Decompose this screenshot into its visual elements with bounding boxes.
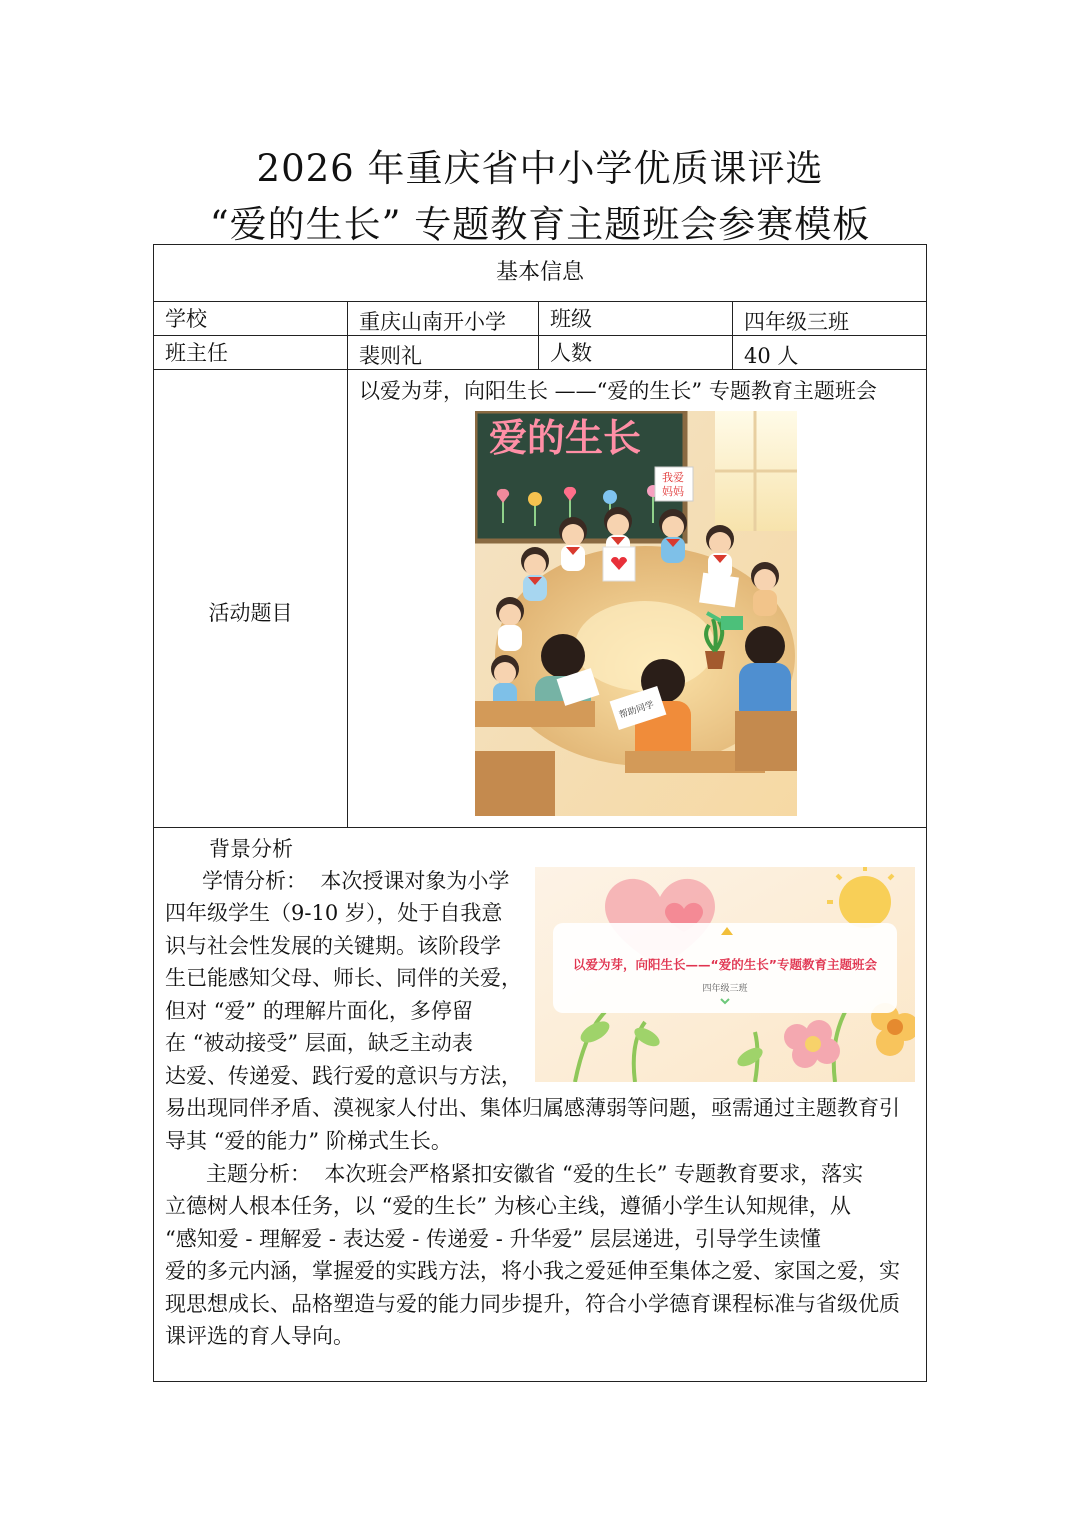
activity-label: 活动题目 — [208, 601, 293, 625]
student-analysis-line: 识与社会性发展的关键期。该阶段学 — [165, 934, 501, 958]
student-analysis-line-1 — [202, 865, 509, 898]
student-analysis-line: 达爱、传递爱、践行爱的意识与方法， — [165, 1064, 522, 1088]
background-heading: 背景分析 — [209, 837, 293, 861]
class-label: 班级 — [550, 307, 592, 331]
table-rule — [154, 301, 926, 302]
theme-banner-image — [535, 867, 915, 1082]
count-label: 人数 — [550, 341, 592, 365]
sign-text-1: 我爱 — [662, 471, 684, 484]
student-analysis-label: 学情分析： — [202, 869, 307, 893]
activity-title: 以爱为芽，向阳生长 ——“爱的生长” 专题教育主题班会 — [359, 379, 877, 403]
table-rule — [154, 369, 926, 370]
table-header: 基本信息 — [495, 260, 584, 285]
theme-analysis-line: 课评选的育人导向。 — [165, 1324, 354, 1348]
info-table — [153, 244, 927, 1382]
theme-analysis-line-1 — [206, 1158, 863, 1191]
student-analysis-line: 导其 “爱的能力” 阶梯式生长。 — [165, 1129, 452, 1153]
school-value: 重庆山南开小学 — [359, 310, 506, 334]
page-title-line-2: “爱的生长” 专题教育主题班会参赛模板 — [209, 203, 871, 246]
classroom-illustration — [475, 411, 797, 816]
theme-analysis-text: 本次班会严格紧扣安徽省 “爱的生长” 专题教育要求，落实 — [324, 1162, 864, 1186]
student-analysis-line: 在 “被动接受” 层面，缺乏主动表 — [165, 1031, 473, 1055]
student-analysis-line: 但对 “爱” 的理解片面化，多停留 — [165, 999, 473, 1023]
table-rule — [538, 301, 539, 369]
banner-title: 以爱为芽，向阳生长——“爱的生长”专题教育主题班会 — [573, 957, 877, 972]
teacher-value: 裴则礼 — [359, 344, 422, 368]
theme-analysis-label: 主题分析： — [206, 1162, 311, 1186]
student-analysis-line: 易出现同伴矛盾、漠视家人付出、集体归属感薄弱等问题，亟需通过主题教育引 — [165, 1096, 900, 1120]
class-value: 四年级三班 — [744, 310, 849, 334]
theme-analysis-line: 爱的多元内涵，掌握爱的实践方法，将小我之爱延伸至集体之爱、家国之爱，实 — [165, 1259, 900, 1283]
student-analysis-line: 生已能感知父母、师长、同伴的关爱， — [165, 966, 522, 990]
page-title-line-1: 2026 年重庆省中小学优质课评选 — [256, 147, 824, 190]
banner-subtitle: 四年级三班 — [702, 984, 748, 994]
sign-text-3: 帮助同学 — [618, 700, 656, 721]
count-value: 40 人 — [744, 344, 799, 368]
student-analysis-text: 本次授课对象为小学 — [320, 869, 510, 893]
student-analysis-line: 四年级学生（9-10 岁），处于自我意 — [165, 901, 503, 925]
school-label: 学校 — [165, 307, 207, 331]
theme-analysis-line: “感知爱 - 理解爱 - 表达爱 - 传递爱 - 升华爱” 层层递进，引导学生读懂 — [165, 1227, 821, 1251]
teacher-label: 班主任 — [165, 341, 228, 365]
table-rule — [154, 827, 926, 828]
board-text: 爱的生长 — [489, 416, 642, 460]
theme-analysis-line: 立德树人根本任务，以 “爱的生长” 为核心主线，遵循小学生认知规律，从 — [165, 1194, 851, 1218]
theme-analysis-line: 现思想成长、品格塑造与爱的能力同步提升，符合小学德育课程标准与省级优质 — [165, 1292, 900, 1316]
table-rule — [347, 301, 348, 827]
sign-text-2: 妈妈 — [662, 485, 684, 498]
table-rule — [732, 301, 733, 369]
